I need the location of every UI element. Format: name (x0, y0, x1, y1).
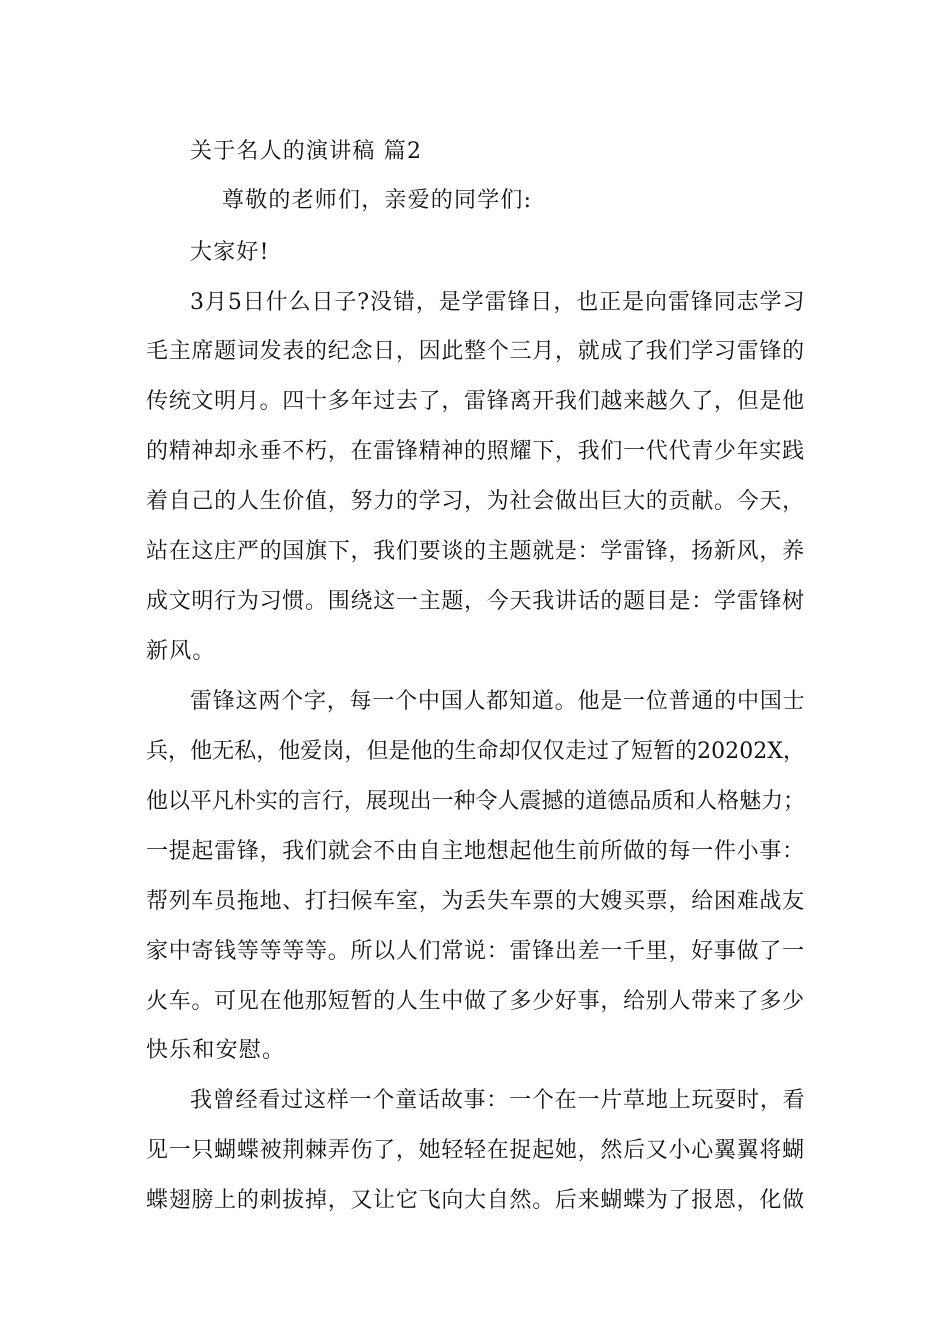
paragraph-line: 3月5日什么日子?没错，是学雷锋日，也正是向雷锋同志学习 (190, 290, 806, 315)
paragraph-line: 新风。 (146, 639, 216, 664)
paragraph-line: 兵，他无私，他爱岗，但是他的生命却仅仅走过了短暂的20202X， (146, 739, 806, 764)
paragraph-line: 毛主席题词发表的纪念日，因此整个三月，就成了我们学习雷锋的 (146, 339, 805, 364)
paragraph-line: 的精神却永垂不朽，在雷锋精神的照耀下，我们一代代青少年实践 (146, 439, 805, 464)
paragraph-line: 着自己的人生价值，努力的学习，为社会做出巨大的贡献。今天， (146, 489, 805, 514)
paragraph-line: 蝶翅膀上的刺拔掉，又让它飞向大自然。后来蝴蝶为了报恩，化做 (146, 1188, 805, 1213)
paragraph-line: 成文明行为习惯。围绕这一主题，今天我讲话的题目是：学雷锋树 (146, 589, 805, 614)
paragraph-line: 他以平凡朴实的言行，展现出一种令人震撼的道德品质和人格魅力； (146, 789, 806, 814)
greeting: 大家好! (190, 240, 270, 265)
paragraph-line: 快乐和安慰。 (146, 1038, 286, 1063)
paragraph-line: 家中寄钱等等等等。所以人们常说：雷锋出差一千里，好事做了一 (146, 939, 805, 964)
paragraph-line: 站在这庄严的国旗下，我们要谈的主题就是：学雷锋，扬新风，养 (146, 539, 805, 564)
paragraph-line: 我曾经看过这样一个童话故事：一个在一片草地上玩耍时，看 (190, 1088, 806, 1113)
document-heading: 关于名人的演讲稿 篇2 (190, 139, 423, 164)
paragraph-line: 雷锋这两个字，每一个中国人都知道。他是一位普通的中国士 (190, 689, 806, 714)
paragraph-line: 传统文明月。四十多年过去了，雷锋离开我们越来越久了，但是他 (146, 389, 805, 414)
paragraph-line: 见一只蝴蝶被荆棘弄伤了，她轻轻在捉起她，然后又小心翼翼将蝴 (146, 1138, 805, 1163)
paragraph-line: 帮列车员拖地、打扫候车室，为丢失车票的大嫂买票，给困难战友 (146, 889, 805, 914)
paragraph-line: 火车。可见在他那短暂的人生中做了多少好事，给别人带来了多少 (146, 989, 805, 1014)
paragraph-line: 一提起雷锋，我们就会不由自主地想起他生前所做的每一件小事： (146, 839, 805, 864)
salutation: 尊敬的老师们，亲爱的同学们: (222, 188, 533, 213)
